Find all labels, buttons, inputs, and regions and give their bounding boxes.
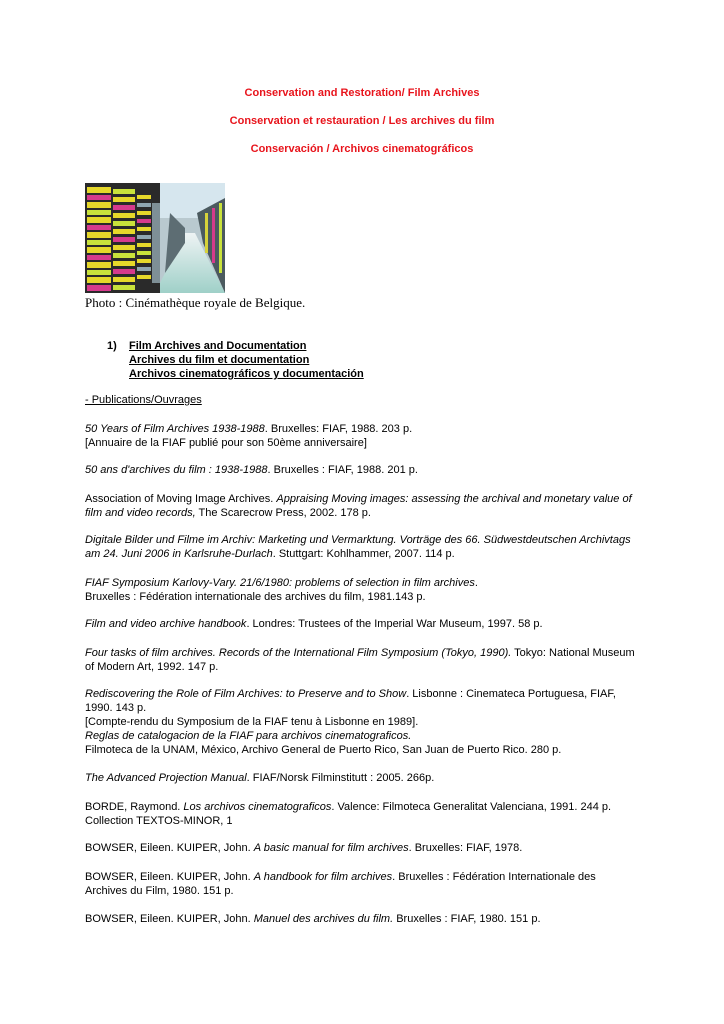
page-title-fr: Conservation et restauration / Les archives du film [229,115,495,127]
bibliography-entry [85,800,637,828]
section-title-en: Film Archives and Documentation [129,340,307,352]
entry-text: . Bruxelles : FIAF, 1988. 201 p. [267,464,418,476]
subsection-heading: - Publications/Ouvrages [85,394,202,406]
entry-text: BOWSER, Eileen. KUIPER, John. [85,913,254,925]
page-title-en: Conservation and Restoration/ Film Archives [244,87,480,99]
entry-title: 50 ans d'archives du film : 1938-1988 [85,464,268,476]
entry-text: [Annuaire de la FIAF publié pour son 50ème anniversaire] [85,437,367,449]
entry-text: . Stuttgart: Kohlhammer, 2007. 114 p. [272,548,455,560]
entry-text: . Bruxelles: FIAF, 1988. 203 p. [264,423,413,435]
entry-title: The Advanced Projection Manual [85,772,247,784]
bibliography-entry [85,492,637,520]
entry-text: The Scarecrow Press, 2002. 178 p. [195,507,371,519]
bibliography-entry [85,870,637,898]
entry-title: A basic manual for film archives [253,842,409,854]
entry-title: Manuel des archives du film. [253,913,394,925]
section-title-fr: Archives du film et documentation [129,354,310,366]
entry-text: . FIAF/Norsk Filminstitutt : 2005. 266p. [246,772,435,784]
archive-photo [85,183,225,293]
entry-text: BOWSER, Eileen. KUIPER, John. [85,871,254,883]
entry-title: Film and video archive handbook [85,618,247,630]
entry-title: Digitale Bilder und Filme im Archiv: Marketing und Vermarktung. Vorträge des 66. Südwestdeutschen Archivtags am 24. Juni 2006 in Karlsruhe-Durlach [85,534,631,560]
entry-text: [Compte-rendu du Symposium de la FIAF tenu à Lisbonne en 1989]. [85,716,419,728]
bibliography-entry [85,617,637,631]
entry-text: . [474,577,478,589]
entry-title: Reglas de catalogacion de la FIAF para archivos cinematograficos. [85,730,412,742]
page-title-es: Conservación / Archivos cinematográficos [250,143,474,155]
entry-text: Tokyo: National Museum of Modern Art, 1992. 147 p. [85,647,635,673]
entry-text: Bruxelles : Fédération internationale des archives du film, 1981.143 p. [85,591,426,603]
photo-caption: Photo : Cinémathèque royale de Belgique. [85,295,306,310]
bibliography-entry [85,687,637,729]
entry-text: BORDE, Raymond. [85,801,184,813]
entry-text: Bruxelles : FIAF, 1980. 151 p. [393,913,541,925]
entry-text: . Bruxelles : Fédération Internationale des Archives du Film, 1980. 151 p. [85,871,596,897]
bibliography-entry [85,533,637,561]
entry-title: FIAF Symposium Karlovy-Vary. 21/6/1980: problems of selection in film archives [85,577,475,589]
bibliography-entry [85,422,637,450]
entry-text: . Londres: Trustees of the Imperial War Museum, 1997. 58 p. [246,618,543,630]
entry-title: 50 Years of Film Archives 1938-1988 [85,423,265,435]
bibliography-entry [85,646,637,674]
entry-text: . Lisbonne : Cinemateca Portuguesa, FIAF, 1990. 143 p. [85,688,616,714]
entry-text: . Bruxelles: FIAF, 1978. [408,842,523,854]
entry-text: . Valence: Filmoteca Generalitat Valenciana, 1991. 244 p. Collection TEXTOS-MINOR, 1 [85,801,612,827]
entry-title: Los archivos cinematograficos [183,801,332,813]
entry-title: Four tasks of film archives. Records of the International Film Symposium (Tokyo, 1990). [85,647,512,659]
entry-title: Appraising Moving images: assessing the archival and monetary value of film and video records, [85,493,632,519]
entry-title: A handbook for film archives [253,871,393,883]
section-number: 1) [107,340,117,352]
entry-title: Rediscovering the Role of Film Archives: to Preserve and to Show [85,688,407,700]
bibliography-entry [85,576,637,604]
section-title-es: Archivos cinematográficos y documentación [129,368,364,380]
bibliography-entry [85,771,637,785]
bibliography-entry [85,729,637,757]
entry-text: Association of Moving Image Archives. [85,493,277,505]
bibliography-entry [85,841,637,855]
entry-text: Filmoteca de la UNAM, México, Archivo General de Puerto Rico, San Juan de Puerto Rico. 280 p. [85,744,562,756]
bibliography-entry [85,463,637,477]
entry-text: BOWSER, Eileen. KUIPER, John. [85,842,254,854]
bibliography-entry [85,912,637,926]
